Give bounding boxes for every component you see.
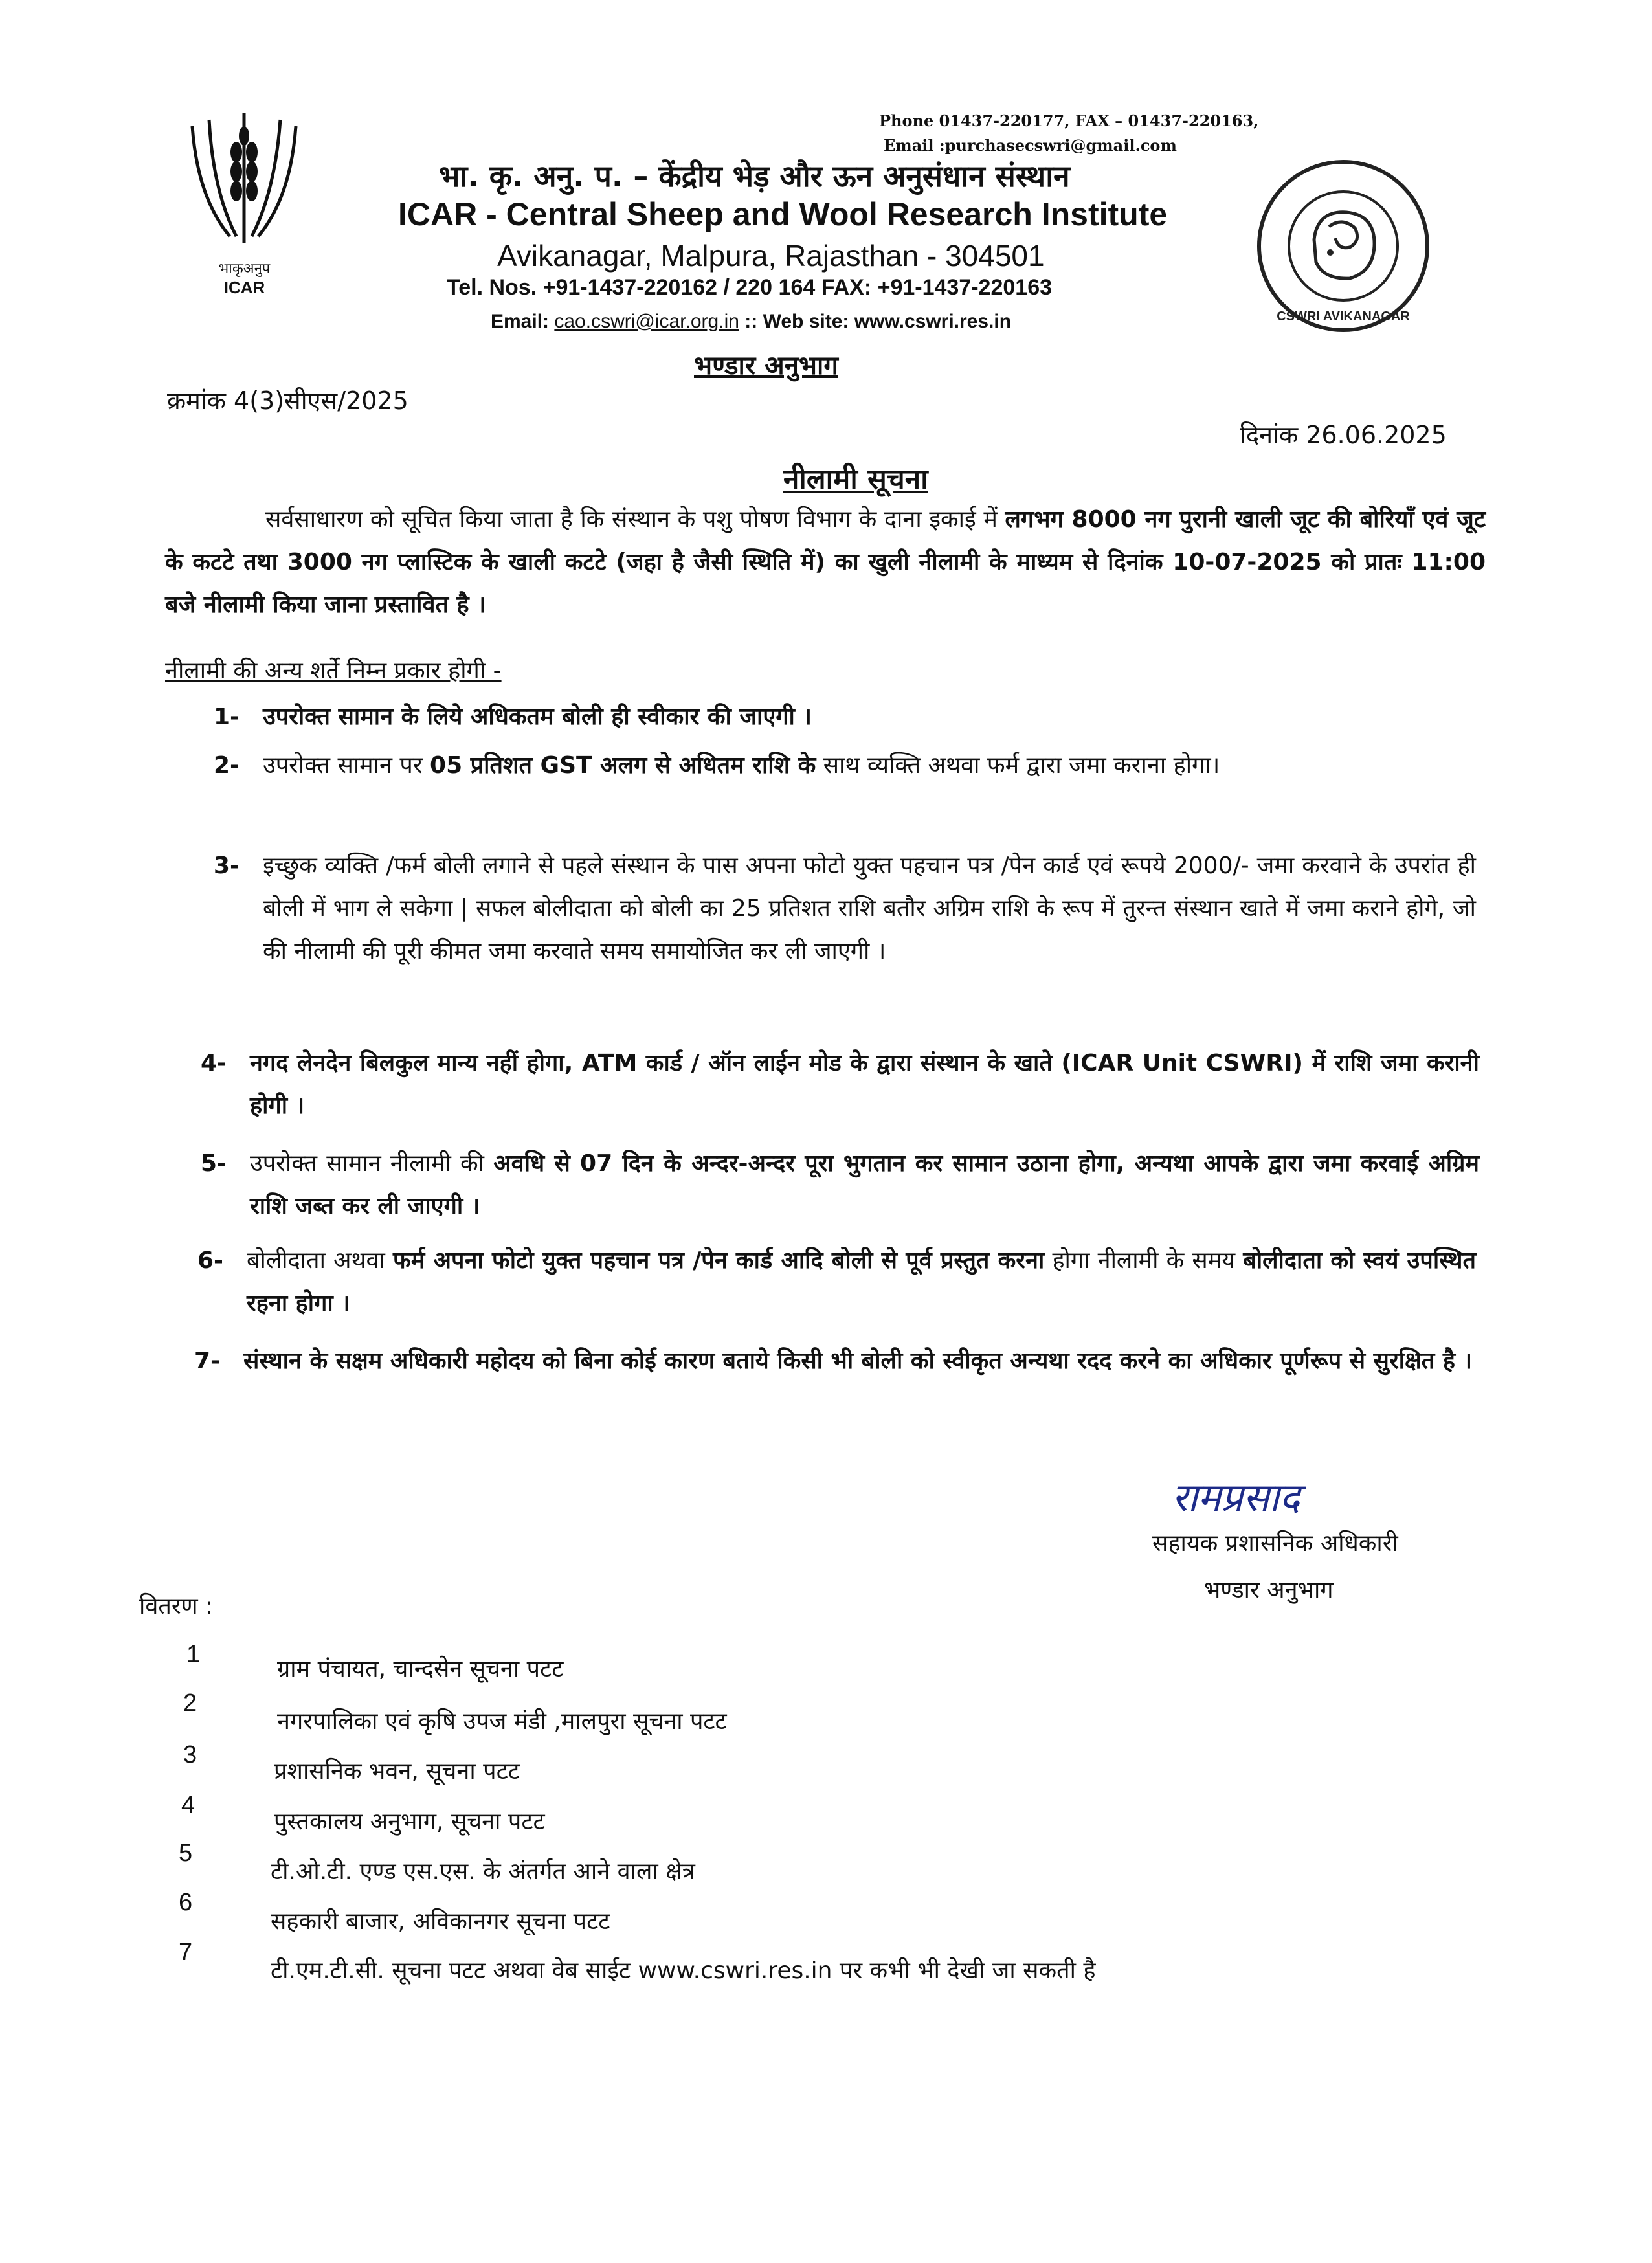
- distribution-number: 3: [183, 1741, 197, 1768]
- institute-address: Avikanagar, Malpura, Rajasthan - 304501: [497, 239, 1045, 273]
- term-number: 7-: [194, 1348, 220, 1374]
- reference-number: क्रमांक 4(3)सीएस/2025: [167, 386, 408, 415]
- section-name: भण्डार अनुभाग: [694, 351, 838, 381]
- term-text: नगद लेनदेन बिलकुल मान्य नहीं होगा, ATM कार्ड / ऑन लाईन मोड के द्वारा संस्थान के खाते (ICAR Unit CSWRI) में राशि जमा करानी होगी ।: [250, 1050, 1479, 1119]
- purchase-email: Email :purchasecswri@gmail.com: [884, 136, 1177, 155]
- institute-name-hindi: भा. कृ. अनु. प. – केंद्रीय भेड़ और ऊन अनुसंधान संस्थान: [439, 159, 1070, 194]
- term-item-5: [201, 1143, 1479, 1233]
- intro-text: सर्वसाधारण को सूचित किया जाता है कि संस्थान के पशु पोषण विभाग के दाना इकाई में: [265, 506, 1005, 533]
- term-number: 4-: [201, 1050, 227, 1076]
- term-item-6: [197, 1240, 1476, 1330]
- website-text: :: Web site: www.cswri.res.in: [744, 311, 1012, 332]
- term-item-7: [194, 1340, 1479, 1431]
- email-link[interactable]: cao.cswri@icar.org.in: [554, 311, 739, 332]
- term-text: बोलीदाता अथवा फर्म अपना फोटो युक्त पहचान पत्र /पेन कार्ड आदि बोली से पूर्व प्रस्तुत करना होगा नीलामी के समय बोलीदाता को स्वयं उपस्थित रहना होगा ।: [247, 1247, 1476, 1317]
- signature: रामप्रसाद: [1172, 1475, 1300, 1521]
- logo-english-text: ICAR: [223, 278, 265, 297]
- distribution-number: 7: [179, 1939, 193, 1966]
- intro-paragraph: [165, 498, 1486, 627]
- term-item-3: [214, 845, 1476, 1026]
- term-number: 6-: [197, 1247, 223, 1274]
- distribution-item: टी.एम.टी.सी. सूचना पटट अथवा वेब साईट www.cswri.res.in पर कभी भी देखी जा सकती है: [271, 1957, 1096, 1984]
- email-label: Email:: [491, 311, 550, 332]
- term-text: संस्थान के सक्षम अधिकारी महोदय को बिना कोई कारण बताये किसी भी बोली को स्वीकृत अन्यथा रदद करने का अधिकार पूर्णरूप से सुरक्षित है ।: [243, 1348, 1473, 1374]
- term-text: इच्छुक व्यक्ति /फर्म बोली लगाने से पहले संस्थान के पास अपना फोटो युक्त पहचान पत्र /पेन कार्ड एवं रूपये 2000/- जमा करवाने के उपरांत ही बोली में भाग ले सकेगा | सफल बोलीदाता को बोली का 25 प्रतिशत राशि बतौर अग्रिम राशि के रूप में तुरन्त संस्थान खाते में जमा कराने होगे, जो की नीलामी की पूरी कीमत जमा करवाते समय समायोजित कर ली जाएगी ।: [263, 853, 1476, 964]
- logo-hindi-text: भाकृअनुप: [218, 260, 271, 276]
- distribution-number: 1: [186, 1641, 201, 1668]
- term-item-2: [214, 744, 1476, 835]
- signatory-designation: सहायक प्रशासनिक अधिकारी: [1152, 1530, 1398, 1557]
- telephone-numbers: Tel. Nos. +91-1437-220162 / 220 164 FAX: +91-1437-220163: [447, 275, 1053, 300]
- term-item-1: [214, 696, 1476, 741]
- notice-date: दिनांक 26.06.2025: [1240, 421, 1447, 449]
- signatory-department: भण्डार अनुभाग: [1204, 1577, 1334, 1603]
- institute-name-english: ICAR - Central Sheep and Wool Research Institute: [398, 196, 1168, 232]
- distribution-item: पुस्तकालय अनुभाग, सूचना पटट: [274, 1809, 545, 1835]
- distribution-number: 6: [179, 1889, 193, 1916]
- term-text: उपरोक्त सामान के लिये अधिकतम बोली ही स्वीकार की जाएगी ।: [263, 704, 812, 730]
- distribution-number: 2: [183, 1689, 197, 1717]
- distribution-item: प्रशासनिक भवन, सूचना पटट: [274, 1758, 520, 1785]
- distribution-number: 4: [181, 1792, 195, 1819]
- phone-fax: Phone 01437-220177, FAX – 01437-220163,: [879, 111, 1259, 130]
- term-number: 3-: [214, 853, 240, 879]
- term-item-4: [201, 1042, 1479, 1133]
- cswri-seal: [1253, 155, 1434, 337]
- distribution-item: ग्राम पंचायत, चान्दसेन सूचना पटट: [277, 1656, 564, 1682]
- wheat-logo-icon: [184, 107, 304, 256]
- term-number: 2-: [214, 752, 240, 779]
- email-web-line: [491, 311, 1011, 333]
- intro-bold-text: लगभग 8000 नग पुरानी खाली जूट की बोरियाँ एवं जूट के कटटे तथा 3000 नग प्लास्टिक के खाली कटटे (जहा है जैसी स्थिति में) का खुली नीलामी के माध्यम से दिनांक 10-07-2025 को प्रातः 11:00 बजे नीलामी किया जाना प्रस्तावित है ।: [165, 506, 1486, 618]
- icar-logo: [184, 107, 304, 301]
- distribution-item: टी.ओ.टी. एण्ड एस.एस. के अंतर्गत आने वाला क्षेत्र: [271, 1858, 695, 1885]
- seal-bottom-text: CSWRI AVIKANAGAR: [1277, 309, 1410, 324]
- term-number: 5-: [201, 1150, 227, 1177]
- ram-seal-icon: [1253, 155, 1434, 337]
- term-text: उपरोक्त सामान नीलामी की अवधि से 07 दिन के अन्दर-अन्दर पूरा भुगतान कर सामान उठाना होगा, अन्यथा आपके द्वारा जमा करवाई अग्रिम राशि जब्त कर ली जाएगी ।: [250, 1150, 1479, 1220]
- term-number: 1-: [214, 704, 240, 730]
- terms-intro: नीलामी की अन्य शर्ते निम्न प्रकार होगी -: [165, 658, 502, 684]
- notice-heading: नीलामी सूचना: [783, 463, 928, 496]
- distribution-item: सहकारी बाजार, अविकानगर सूचना पटट: [271, 1908, 610, 1935]
- distribution-item: नगरपालिका एवं कृषि उपज मंडी ,मालपुरा सूचना पटट: [277, 1708, 727, 1735]
- term-text: उपरोक्त सामान पर 05 प्रतिशत GST अलग से अधितम राशि के साथ व्यक्ति अथवा फर्म द्वारा जमा कराना होगा।: [263, 752, 1220, 779]
- distribution-number: 5: [179, 1840, 193, 1867]
- distribution-title: वितरण :: [139, 1593, 214, 1620]
